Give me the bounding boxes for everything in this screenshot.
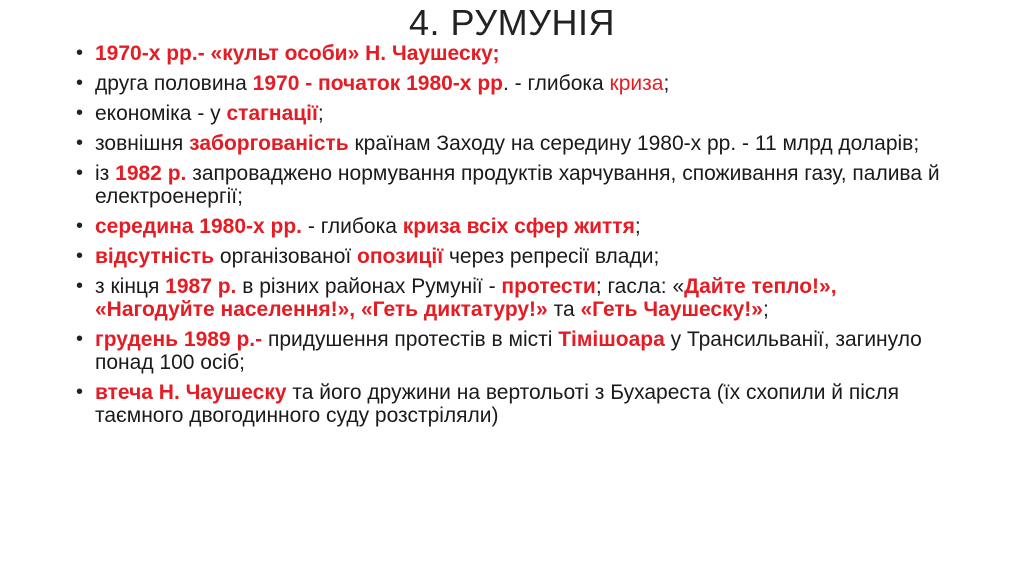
bullet-marker: •	[76, 102, 84, 124]
highlight-text: відсутність	[95, 245, 215, 268]
body-text: ;	[634, 215, 641, 238]
highlight-text: 1987 р.	[165, 275, 237, 298]
body-text: . - глибока	[502, 72, 610, 95]
bullet-marker: •	[76, 72, 84, 94]
bullet-item	[76, 275, 956, 321]
highlight-text: криза	[609, 72, 664, 95]
slide-title: 4. РУМУНІЯ	[409, 2, 615, 43]
bullet-item	[76, 381, 956, 427]
bullet-marker: •	[76, 381, 84, 403]
bullet-item	[76, 42, 956, 65]
body-text: в різних районах Румунії -	[236, 275, 502, 298]
highlight-text: 1970-х рр.- «культ особи» Н. Чаушеску;	[95, 42, 500, 65]
bullet-item	[76, 162, 956, 208]
body-text: ;	[317, 102, 324, 125]
highlight-text: стагнації	[226, 102, 318, 125]
body-text: з кінця	[95, 275, 166, 298]
body-text: із	[95, 162, 116, 185]
highlight-text: грудень 1989 р.-	[95, 328, 263, 351]
highlight-text: «Геть Чаушеску!»	[580, 298, 763, 321]
bullet-item	[76, 215, 956, 238]
highlight-text: Тімішоара	[558, 328, 665, 351]
body-text: ; гасла: «	[595, 275, 685, 298]
bullet-marker: •	[76, 162, 84, 184]
body-text: країнам Заходу на середину 1980-х рр. - 11 млрд доларів;	[348, 132, 920, 155]
highlight-text: Дайте тепло!», «Нагодуйте населення!», «Геть диктатуру!»	[95, 275, 837, 321]
highlight-text: опозиції	[357, 245, 444, 268]
body-text: та його дружини на вертольоті з Бухареста (їх схопили й після таємного двогодинного суду розстріляли)	[95, 381, 900, 427]
body-text: друга половина	[95, 72, 253, 95]
bullet-item	[76, 132, 956, 155]
body-text: через репресії влади;	[443, 245, 660, 268]
bullet-marker: •	[76, 245, 84, 267]
highlight-text: 1982 р.	[115, 162, 187, 185]
bullet-marker: •	[76, 328, 84, 350]
body-text: ;	[762, 298, 769, 321]
body-text: організованої	[214, 245, 358, 268]
bullet-item	[76, 102, 956, 125]
bullet-list	[76, 42, 956, 434]
body-text: - глибока	[302, 215, 403, 238]
bullet-marker: •	[76, 275, 84, 297]
bullet-item	[76, 245, 956, 268]
highlight-text: 1970 - початок 1980-х рр	[252, 72, 503, 95]
bullet-item	[76, 328, 956, 374]
body-text: придушення протестів в місті	[262, 328, 559, 351]
highlight-text: середина 1980-х рр.	[95, 215, 303, 238]
highlight-text: заборгованість	[189, 132, 349, 155]
highlight-text: втеча Н. Чаушеску	[95, 381, 287, 404]
body-text: економіка - у	[95, 102, 227, 125]
bullet-marker: •	[76, 215, 84, 237]
bullet-marker: •	[76, 132, 84, 154]
body-text: запроваджено нормування продуктів харчування, споживання газу, палива й електроенергії;	[95, 162, 940, 208]
highlight-text: криза всіх сфер життя	[402, 215, 635, 238]
bullet-item	[76, 72, 956, 95]
body-text: ;	[663, 72, 670, 95]
body-text: та	[547, 298, 581, 321]
body-text: у Трансильванії, загинуло понад 100 осіб;	[95, 328, 922, 374]
bullet-marker: •	[76, 42, 84, 64]
highlight-text: протести	[501, 275, 596, 298]
body-text: зовнішня	[95, 132, 190, 155]
